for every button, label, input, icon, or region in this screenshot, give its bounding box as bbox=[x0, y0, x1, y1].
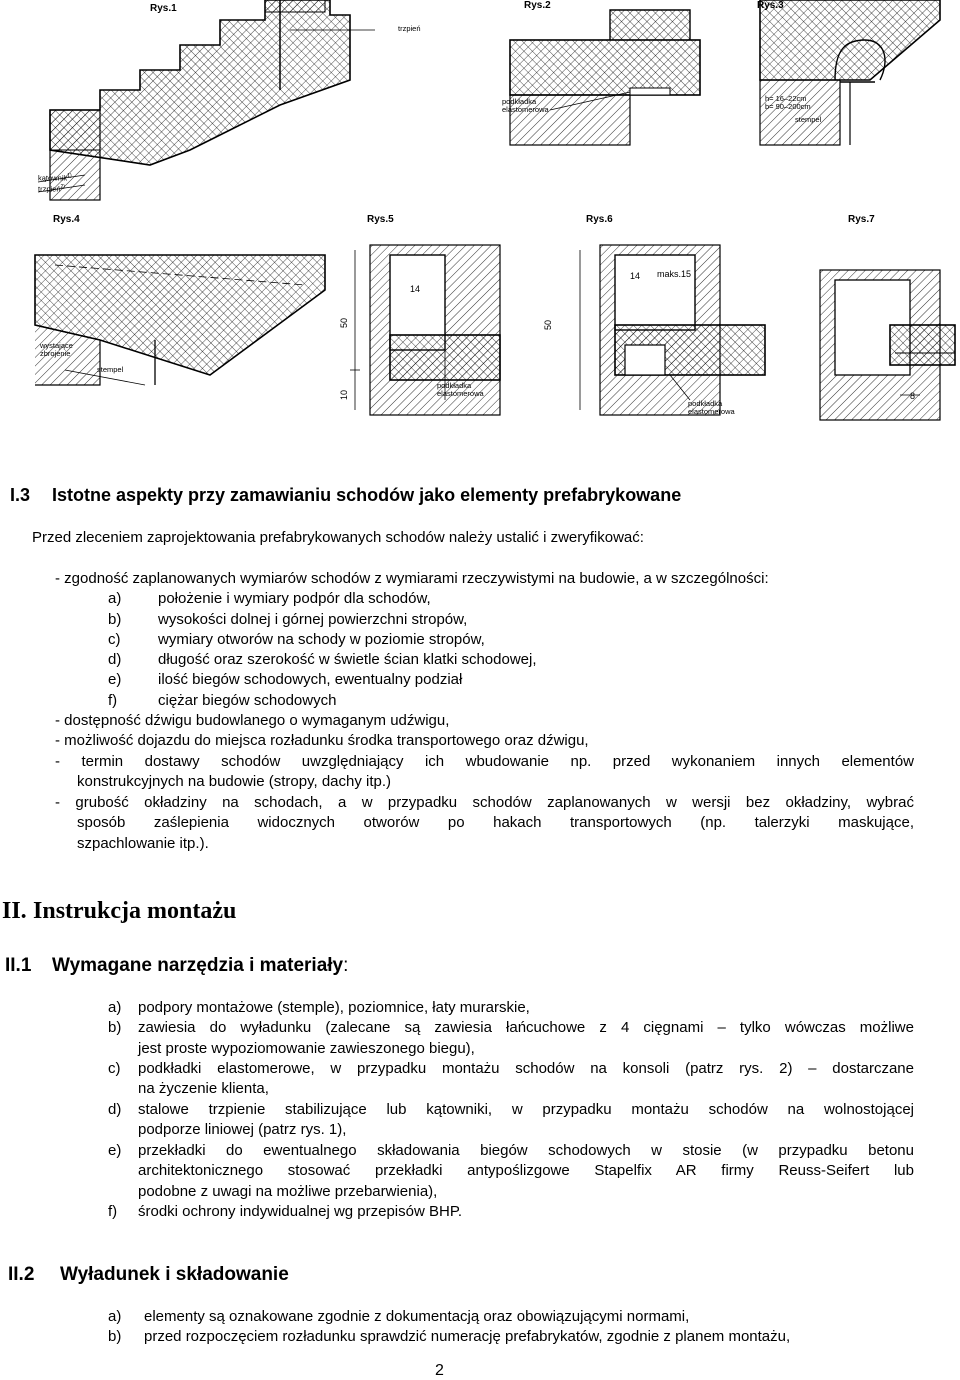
list-item-text: na życzenie klienta, bbox=[138, 1080, 269, 1097]
rys5-dim-50: 50 bbox=[339, 317, 349, 328]
dash-item: - grubość okładziny na schodach, a w przypadku schodów zaplanowanych w wersji bez okładziny, wybrać bbox=[55, 794, 914, 811]
section-i3-heading bbox=[10, 485, 30, 506]
figure-label-rys5: Rys.5 bbox=[367, 214, 394, 225]
section-ii2-number: II.2 bbox=[8, 1264, 35, 1285]
rys6-podkladka-label: podkładka elastomerowa bbox=[688, 399, 735, 416]
section-ii-number: II. bbox=[2, 898, 27, 924]
rys1-trzpien-bottom-label: trzpień$^{2)}$ bbox=[38, 184, 65, 194]
rys3-stempel-label: stempel bbox=[795, 115, 822, 124]
rys7-dim-8: 8 bbox=[910, 391, 916, 401]
list-item-text: podobne z uwagi na możliwe przebarwienia), bbox=[138, 1183, 438, 1200]
section-number: I.3 bbox=[10, 485, 31, 505]
list-item-text: stalowe trzpienie stabilizujące lub kątowniki, w przypadku montażu schodów na wolnostojącej bbox=[138, 1101, 914, 1118]
section-ii-title: Instrukcja montażu bbox=[33, 898, 237, 924]
dash-item: - termin dostawy schodów uwzględniający ich wbudowanie np. przed wykonaniem innych elementów bbox=[55, 753, 914, 770]
section-ii2-title: Wyładunek i składowanie bbox=[60, 1264, 289, 1285]
page-number: 2 bbox=[435, 1362, 444, 1379]
dash-item-continuation: szpachlowanie itp.). bbox=[77, 835, 209, 852]
list-item-text: podkładki elastomerowe, w przypadku montażu schodów na konsoli (patrz rys. 2) – dostarczane bbox=[138, 1060, 914, 1077]
dash-item: - możliwość dojazdu do miejsca rozładunku środka transportowego oraz dźwigu, bbox=[55, 732, 589, 749]
section-i3-lead: - zgodność zaplanowanych wymiarów schodów z wymiarami rzeczywistymi na budowie, a w szczególności: bbox=[55, 570, 769, 587]
figure-label-rys1: Rys.1 bbox=[150, 3, 177, 14]
rys1-trzpien-label: trzpień bbox=[398, 24, 421, 33]
list-item-text: architektonicznego stosować przekładki antypoślizgowe Stapelfix AR firmy Reuss-Seifert lub bbox=[138, 1162, 914, 1179]
list-item-text: zawiesia do wyładunku (zalecane są zawiesia łańcuchowe z 4 cięgnami – tylko wówczas możliwe bbox=[138, 1019, 914, 1036]
figure-label-rys7: Rys.7 bbox=[848, 214, 875, 225]
section-ii1-title: Wymagane narzędzia i materiały: bbox=[52, 955, 349, 976]
dash-item: - dostępność dźwigu budowlanego o wymaganym udźwigu, bbox=[55, 712, 450, 729]
rys4-wystajace-label: wystające zbrojenie bbox=[40, 341, 73, 358]
rys6-dim-50: 50 bbox=[543, 319, 553, 330]
technical-drawing-rys6 bbox=[540, 240, 770, 425]
section-i3-title: Istotne aspekty przy zamawianiu schodów jako elementy prefabrykowane bbox=[52, 485, 682, 505]
figure-label-rys2: Rys.2 bbox=[524, 0, 551, 11]
list-item-text: przekładki do ewentualnego składowania biegów schodowych w stosie (w przypadku betonu bbox=[138, 1142, 914, 1159]
list-item-text: podporze liniowej (patrz rys. 1), bbox=[138, 1121, 347, 1138]
technical-drawing-rys7 bbox=[780, 245, 960, 420]
figure-label-rys4: Rys.4 bbox=[53, 214, 80, 225]
list-item-text: jest proste wypoziomowanie zawieszonego biegu), bbox=[138, 1040, 475, 1057]
rys2-podkladka-label: podkładka elastomerowa bbox=[502, 97, 549, 114]
section-i3-intro: Przed zleceniem zaprojektowania prefabrykowanych schodów należy ustalić i zweryfikować: bbox=[32, 529, 644, 546]
rys1-katownik-label: kątownik$^{1)}$ bbox=[38, 173, 72, 183]
rys3-dimensions-label: h= 16–22cm b= 90–200cm bbox=[765, 94, 811, 111]
technical-drawing-rys4 bbox=[20, 245, 340, 425]
technical-drawing-rys3 bbox=[740, 0, 950, 150]
dash-item-continuation: konstrukcyjnych na budowie (stropy, dachy itp.) bbox=[77, 773, 392, 790]
technical-drawing-rys2 bbox=[490, 0, 710, 150]
rys5-dim-14: 14 bbox=[410, 284, 421, 294]
rys5-dim-10: 10 bbox=[339, 389, 349, 400]
figure-label-rys3: Rys.3 bbox=[757, 0, 784, 11]
section-ii1-number: II.1 bbox=[5, 955, 32, 976]
rys5-podkladka-label: podkładka elastomerowa bbox=[437, 381, 484, 398]
rys4-stempel-label: stempel bbox=[97, 365, 124, 374]
figure-label-rys6: Rys.6 bbox=[586, 214, 613, 225]
rys6-dim-14: 14 bbox=[630, 271, 641, 281]
dash-item-continuation: sposób zaślepienia widocznych otworów po hakach transportowych (np. talerzyki maskujące, bbox=[77, 814, 914, 831]
rys6-maks-label: maks.15 bbox=[657, 269, 692, 279]
